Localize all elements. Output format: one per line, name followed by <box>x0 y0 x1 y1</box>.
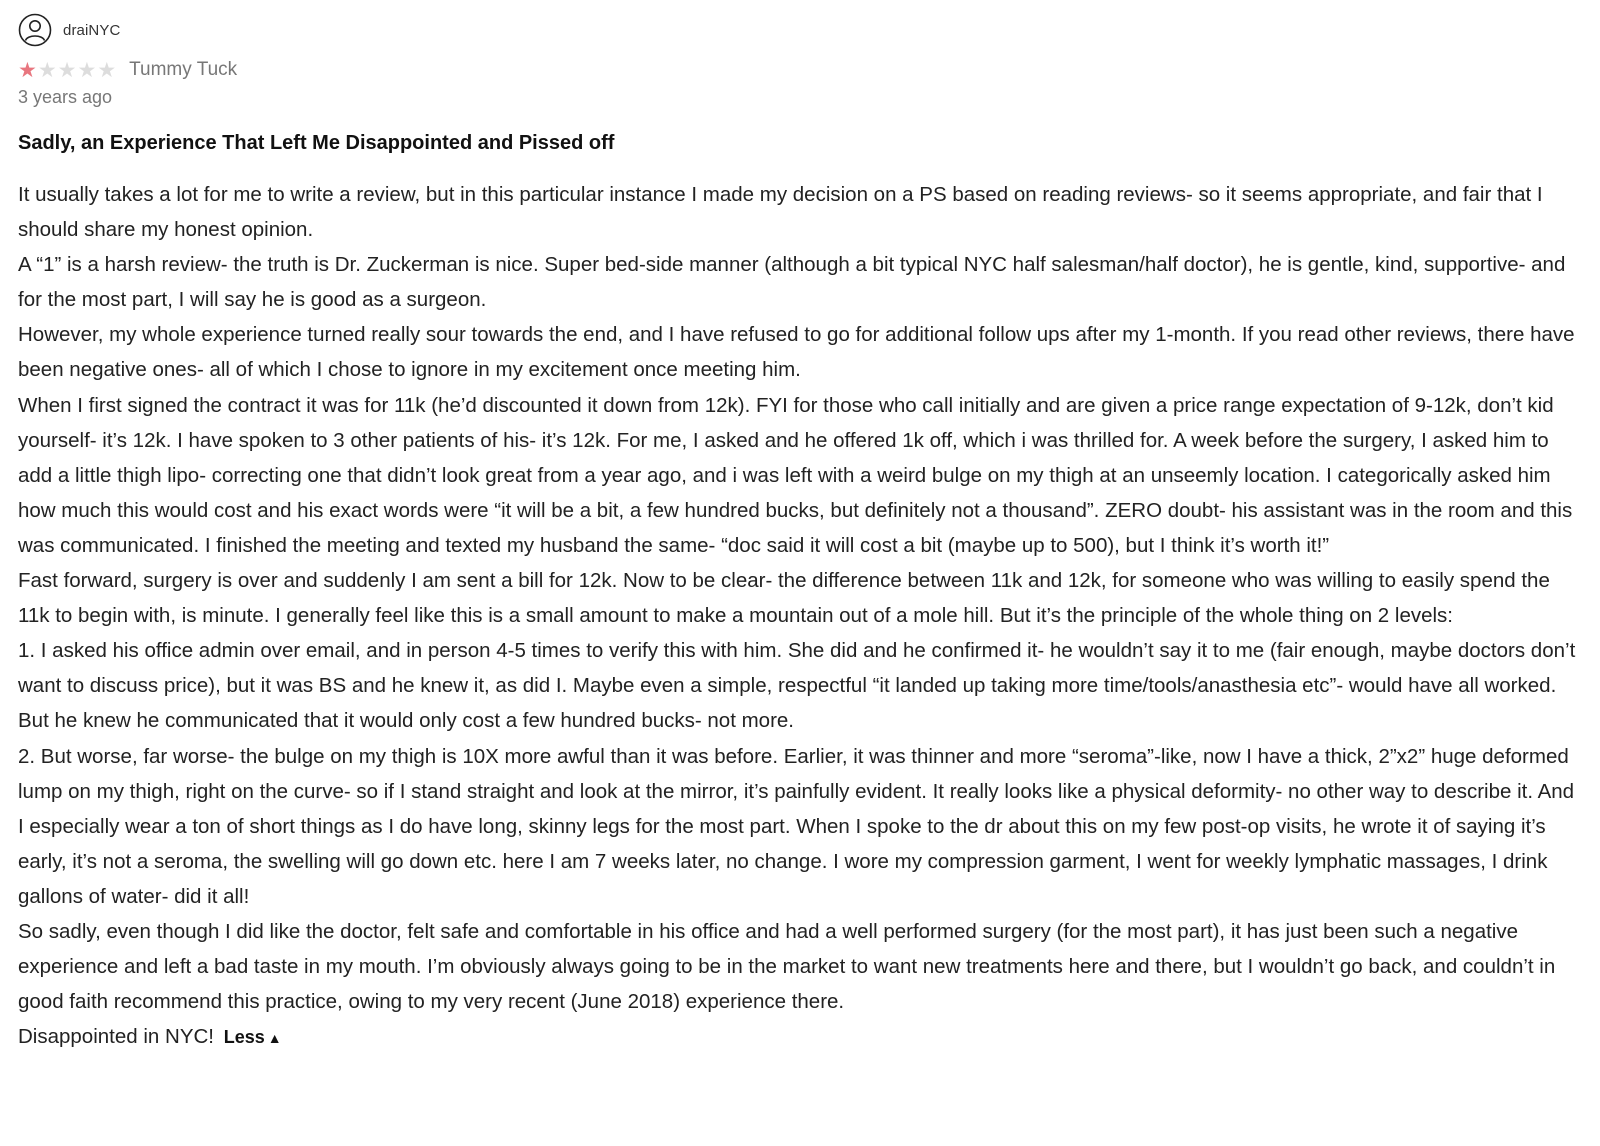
review-paragraph: However, my whole experience turned really sour towards the end, and I have refused to go for additional follow ups after my 1-month. If you read other reviews, there have been negative ones- all of which I chose to ignore in my excitement once meeting him. <box>18 323 1575 382</box>
review-closing-text: Disappointed in NYC! <box>18 1025 214 1049</box>
triangle-up-icon[interactable]: ▲ <box>267 1030 282 1047</box>
user-avatar-icon <box>18 13 52 47</box>
star-rating <box>18 60 116 81</box>
reviewer-username[interactable]: draiNYC <box>63 21 121 39</box>
review-paragraph: When I first signed the contract it was for 11k (he’d discounted it down from 12k). FYI for those who call initially and are given a price range expectation of 9-12k, don’t kid yourself- it’s 12k. I have spoken to 3 other patients of his- it’s 12k. For me, I asked and he offered 1k off, which i was thrilled for. A week before the surgery, I asked him to add a little thigh lipo- correcting one that didn’t look great from a year ago, and i was left with a weird bulge on my thigh at an unseemly location. I categorically asked him how much this would cost and his exact words were “it will be a bit, a few hundred bucks, but definitely not a thousand”. ZERO doubt- his assistant was in the room and this was communicated. I finished the meeting and texted my husband the same- “doc said it will cost a bit (maybe up to 500), but I think it’s worth it!” <box>18 393 1573 557</box>
star-empty-icon: ★ <box>57 58 77 82</box>
star-filled-icon: ★ <box>18 58 37 82</box>
review-timestamp: 3 years ago <box>18 87 113 107</box>
review-body <box>18 177 1578 1056</box>
review-paragraph: A “1” is a harsh review- the truth is Dr. Zuckerman is nice. Super bed-side manner (although a bit typical NYC half salesman/half doctor), he is gentle, kind, supportive- and for the most part, I will say he is good as a surgeon. <box>18 253 1566 312</box>
review-closing-line <box>18 1019 1578 1056</box>
review-title: Sadly, an Experience That Left Me Disappointed and Pissed off <box>18 132 615 154</box>
rating-row <box>18 58 1578 82</box>
star-empty-icon: ★ <box>77 58 97 82</box>
review-paragraph: It usually takes a lot for me to write a review, but in this particular instance I made my decision on a PS based on reading reviews- so it seems appropriate, and fair that I should share my honest opinion. <box>18 183 1543 242</box>
reviewer-row <box>18 12 1578 48</box>
procedure-name: Tummy Tuck <box>129 59 238 80</box>
review-paragraph: So sadly, even though I did like the doctor, felt safe and comfortable in his office and had a well performed surgery (for the most part), it has just been such a negative experience and left a bad taste in my mouth. I’m obviously always going to be in the market to want new treatments here and there, but I wouldn’t go back, and couldn’t in good faith recommend this practice, owing to my very recent (June 2018) experience there. <box>18 919 1556 1014</box>
less-label[interactable]: Less <box>223 1027 265 1048</box>
review-card <box>18 12 1578 1056</box>
review-paragraph: Fast forward, surgery is over and suddenly I am sent a bill for 12k. Now to be clear- the difference between 11k and 12k, for someone who was willing to easily spend the 11k to begin with, is minute. I generally feel like this is a small amount to make a mountain out of a mole hill. But it’s the principle of the whole thing on 2 levels: <box>18 569 1550 628</box>
review-paragraph: 1. I asked his office admin over email, and in person 4-5 times to verify this with him. She did and he confirmed it- he wouldn’t say it to me (fair enough, maybe doctors don’t want to discuss price), but it was BS and he knew it, as did I. Maybe even a simple, respectful “it landed up taking more time/tools/anasthesia etc”- would have all worked. But he knew he communicated that it would only cost a few hundred bucks- not more. <box>18 639 1576 733</box>
star-empty-icon: ★ <box>97 58 117 82</box>
star-empty-icon: ★ <box>37 58 57 82</box>
less-toggle-button[interactable] <box>224 1027 282 1047</box>
review-paragraph: 2. But worse, far worse- the bulge on my thigh is 10X more awful than it was before. Earlier, it was thinner and more “seroma”-like, now I have a thick, 2”x2” huge deformed lump on my thigh, right on the curve- so if I stand straight and look at the mirror, it’s painfully evident. It really looks like a physical deformity- no other way to describe it. And I especially wear a ton of short things as I do have long, skinny legs for the most part. When I spoke to the dr about this on my few post-op visits, he wrote it of saying it’s early, it’s not a seroma, the swelling will go down etc. here I am 7 weeks later, no change. I wore my compression garment, I went for weekly lymphatic massages, I drink gallons of water- did it all! <box>18 744 1575 908</box>
